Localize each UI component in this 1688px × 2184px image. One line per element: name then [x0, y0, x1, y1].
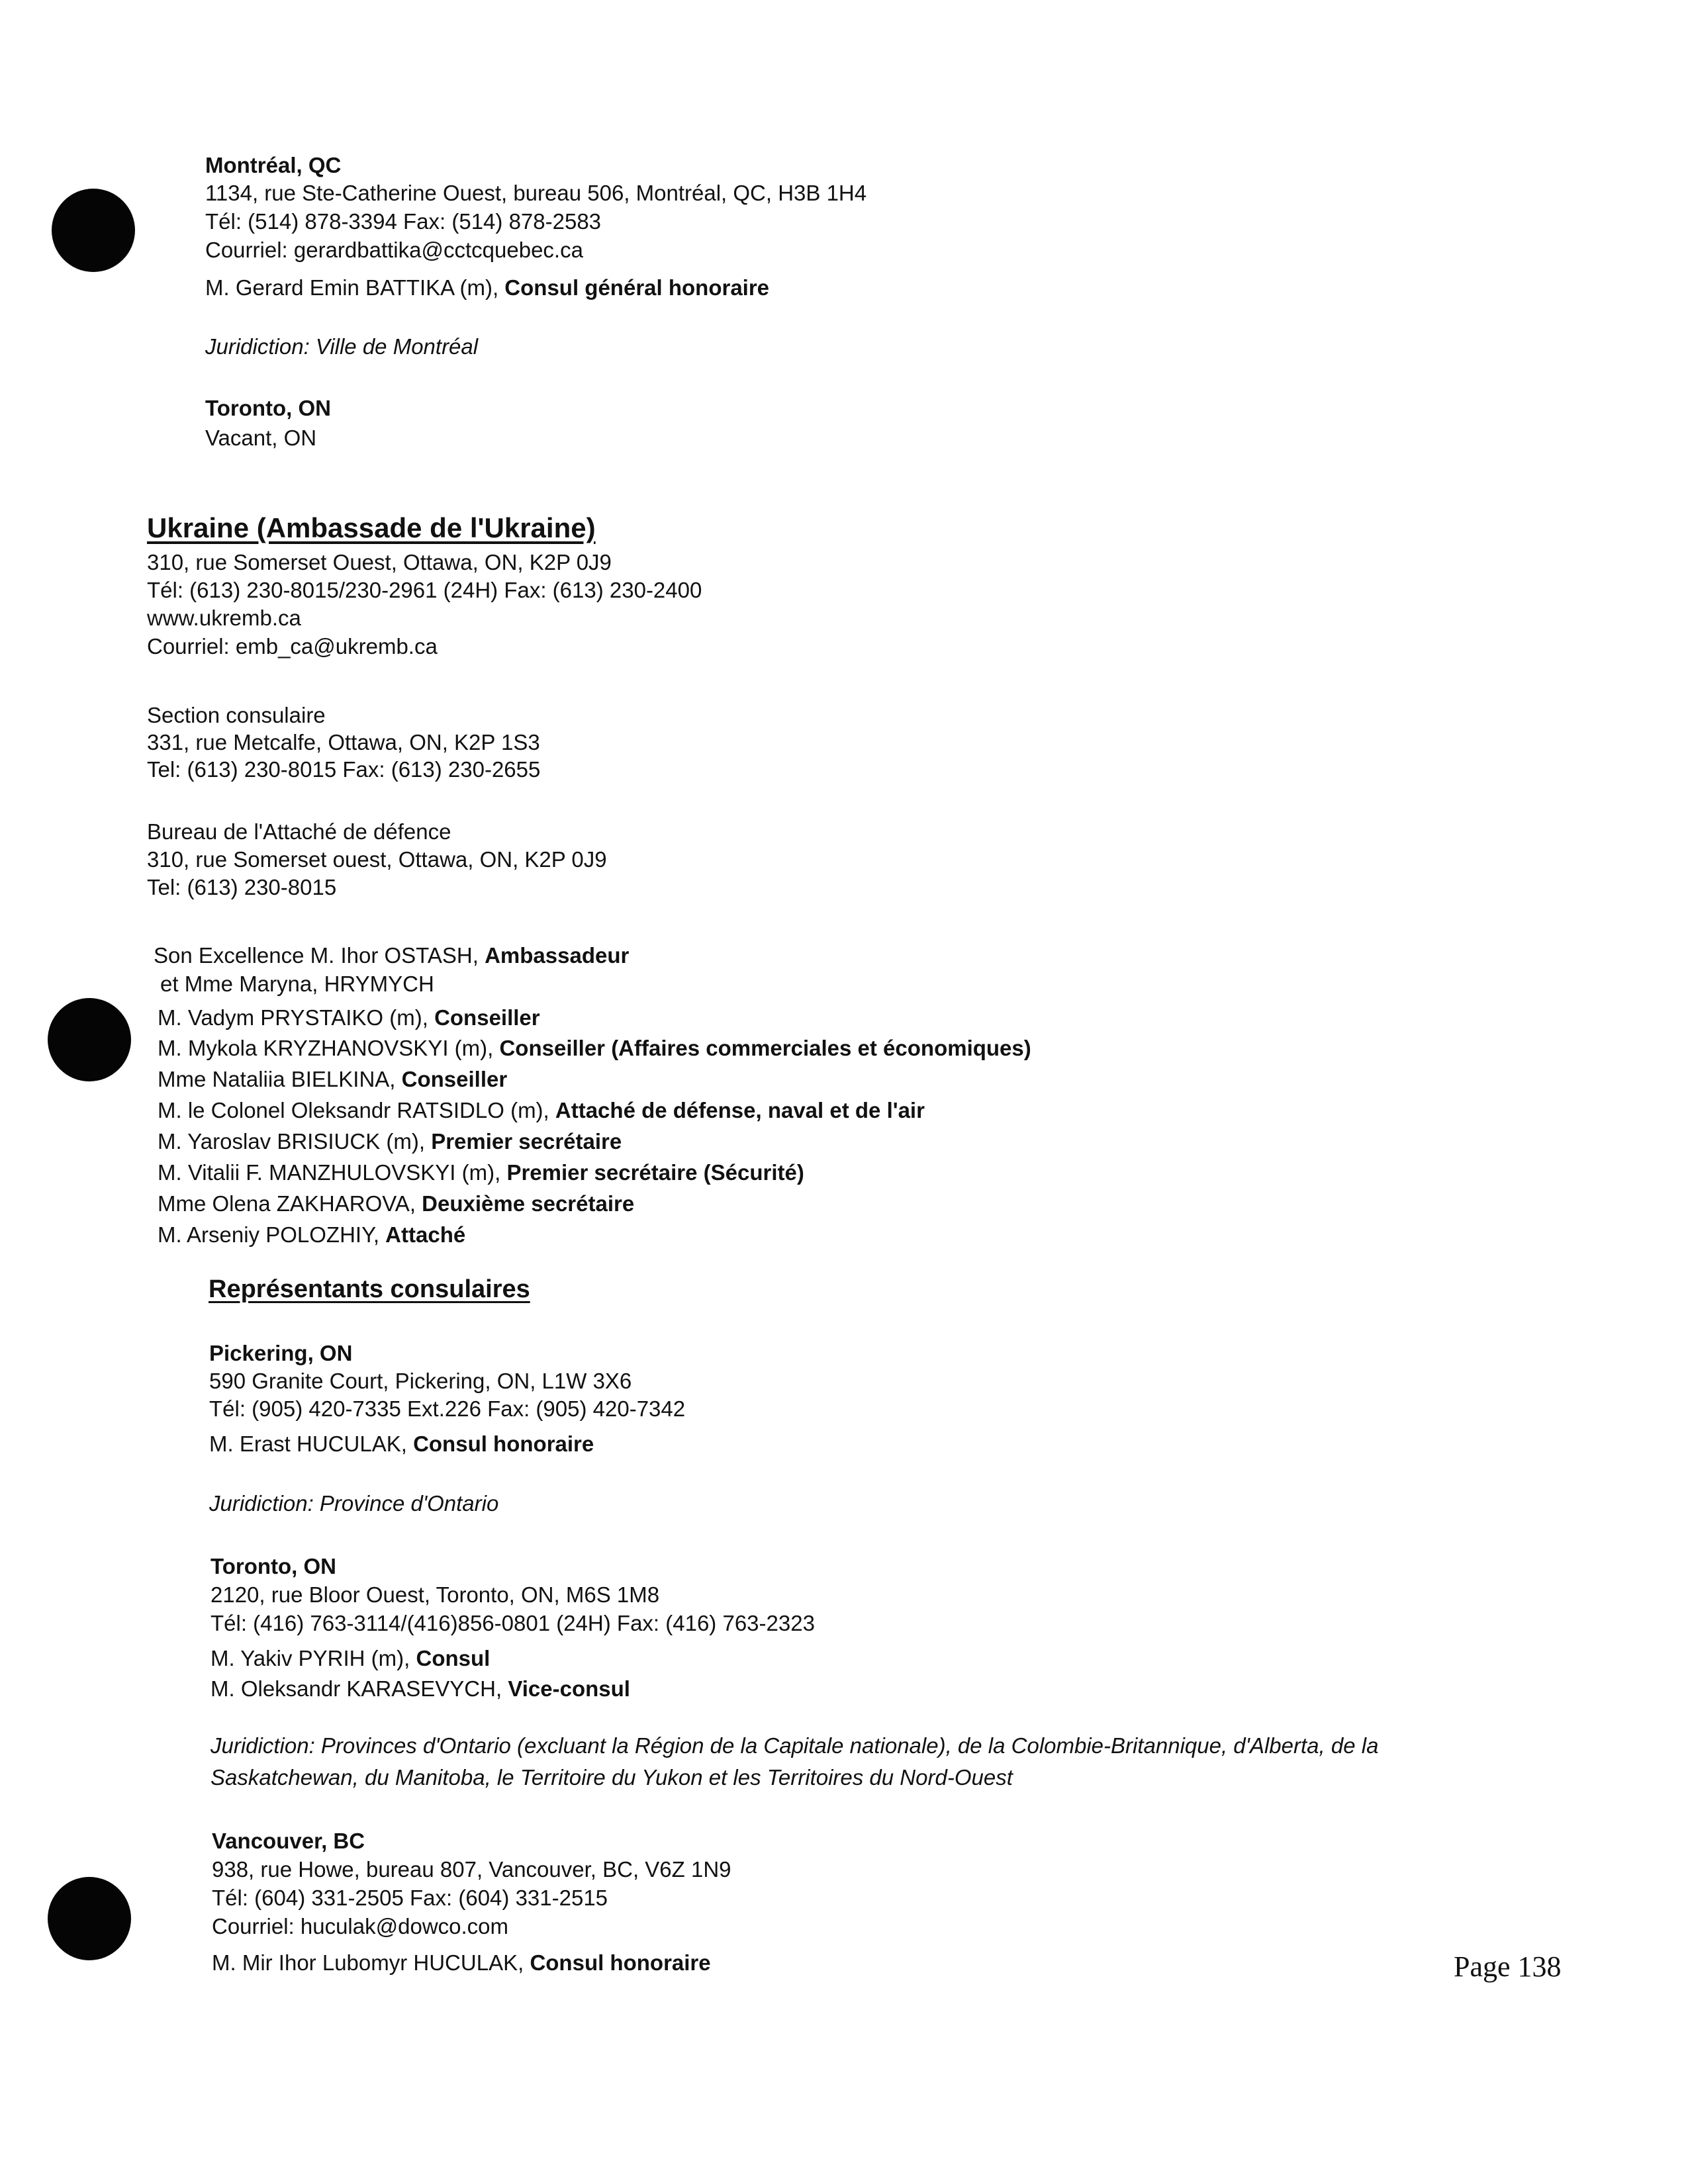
person-title: Consul honoraire — [530, 1950, 711, 1975]
montreal-city: Montréal, QC — [205, 153, 342, 177]
toronto-city: Toronto, ON — [211, 1554, 337, 1578]
section-heading-ukraine: Ukraine (Ambassade de l'Ukraine) — [147, 512, 596, 543]
vancouver-email: Courriel: huculak@dowco.com — [212, 1914, 509, 1938]
staff-name: M. Vitalii F. MANZHULOVSKYI (m), — [158, 1160, 507, 1185]
toronto-vacant-city: Toronto, ON — [205, 396, 332, 420]
staff-row — [158, 1220, 465, 1250]
consular-section-address: 331, rue Metcalfe, Ottawa, ON, K2P 1S3 — [147, 730, 540, 754]
punch-hole-bottom — [48, 1877, 131, 1960]
person-name: M. Gerard Emin BATTIKA (m), — [205, 275, 505, 300]
vancouver-phone: Tél: (604) 331-2505 Fax: (604) 331-2515 — [212, 1886, 608, 1910]
ambassador-name: Son Excellence M. Ihor OSTASH, — [154, 943, 485, 968]
staff-row — [158, 1189, 634, 1218]
pickering-consul — [209, 1430, 594, 1459]
person-name: M. Yakiv PYRIH (m), — [211, 1646, 416, 1670]
defence-office-phone: Tel: (613) 230-8015 — [147, 875, 337, 899]
ambassador-title: Ambassadeur — [485, 943, 630, 968]
consular-section-phone: Tel: (613) 230-8015 Fax: (613) 230-2655 — [147, 757, 541, 782]
person-title: Vice-consul — [508, 1676, 630, 1701]
pickering-phone: Tél: (905) 420-7335 Ext.226 Fax: (905) 420-7342 — [209, 1396, 686, 1421]
toronto-vacant-status: Vacant, ON — [205, 426, 317, 450]
staff-title: Conseiller — [401, 1067, 508, 1091]
staff-row — [158, 1003, 540, 1032]
staff-row — [158, 1065, 507, 1094]
person-name: M. Erast HUCULAK, — [209, 1432, 414, 1456]
toronto-address: 2120, rue Bloor Ouest, Toronto, ON, M6S 1M8 — [211, 1582, 660, 1607]
person-title: Consul général honoraire — [504, 275, 770, 300]
staff-name: M. Vadym PRYSTAIKO (m), — [158, 1005, 435, 1030]
page-number: Page 138 — [1454, 1950, 1562, 1983]
toronto-phone: Tél: (416) 763-3114/(416)856-0801 (24H) Fax: (416) 763-2323 — [211, 1611, 815, 1635]
embassy-email: Courriel: emb_ca@ukremb.ca — [147, 634, 438, 659]
staff-name: Mme Olena ZAKHAROVA, — [158, 1191, 422, 1216]
staff-row — [158, 1158, 804, 1187]
vancouver-city: Vancouver, BC — [212, 1829, 365, 1853]
montreal-phone: Tél: (514) 878-3394 Fax: (514) 878-2583 — [205, 209, 602, 234]
vancouver-address: 938, rue Howe, bureau 807, Vancouver, BC, V6Z 1N9 — [212, 1857, 731, 1882]
embassy-address: 310, rue Somerset Ouest, Ottawa, ON, K2P 0J9 — [147, 550, 612, 574]
consular-reps-heading: Représentants consulaires — [209, 1275, 530, 1303]
punch-hole-top — [52, 189, 135, 272]
staff-title: Attaché — [385, 1222, 466, 1247]
staff-name: Mme Nataliia BIELKINA, — [158, 1067, 402, 1091]
pickering-city: Pickering, ON — [209, 1341, 353, 1365]
toronto-consul — [211, 1644, 490, 1673]
pickering-address: 590 Granite Court, Pickering, ON, L1W 3X6 — [209, 1369, 632, 1393]
montreal-email: Courriel: gerardbattika@cctcquebec.ca — [205, 238, 583, 262]
embassy-phone: Tél: (613) 230-8015/230-2961 (24H) Fax: (613) 230-2400 — [147, 578, 702, 602]
staff-name: M. le Colonel Oleksandr RATSIDLO (m), — [158, 1098, 555, 1122]
person-name: M. Mir Ihor Lubomyr HUCULAK, — [212, 1950, 530, 1975]
staff-title: Conseiller (Affaires commerciales et économiques) — [499, 1036, 1031, 1060]
staff-name: M. Arseniy POLOZHIY, — [158, 1222, 386, 1247]
punch-hole-middle — [48, 998, 131, 1081]
staff-name: M. Mykola KRYZHANOVSKYI (m), — [158, 1036, 500, 1060]
staff-row — [158, 1034, 1031, 1063]
staff-title: Premier secrétaire — [431, 1129, 622, 1154]
ambassador-spouse: et Mme Maryna, HRYMYCH — [160, 972, 434, 996]
pickering-jurisdiction: Juridiction: Province d'Ontario — [209, 1491, 499, 1516]
staff-title: Conseiller — [434, 1005, 540, 1030]
toronto-jurisdiction: Juridiction: Provinces d'Ontario (excluant la Région de la Capitale nationale), de la Colombie-Britannique, d'Alberta, de la Saskatchewan, du Manitoba, le Territoire du Yukon et les Territoires du Nord-Ouest — [211, 1733, 1379, 1790]
staff-row — [158, 1127, 622, 1156]
staff-title: Deuxième secrétaire — [422, 1191, 635, 1216]
defence-office-address: 310, rue Somerset ouest, Ottawa, ON, K2P 0J9 — [147, 847, 607, 872]
montreal-jurisdiction: Juridiction: Ville de Montréal — [205, 334, 479, 359]
staff-title: Attaché de défense, naval et de l'air — [555, 1098, 925, 1122]
staff-row — [158, 1096, 925, 1125]
toronto-vice-consul — [211, 1674, 630, 1704]
staff-title: Premier secrétaire (Sécurité) — [506, 1160, 804, 1185]
vancouver-consul — [212, 1948, 711, 1978]
montreal-consul — [205, 273, 769, 302]
defence-office-title: Bureau de l'Attaché de défence — [147, 819, 451, 844]
person-title: Consul — [416, 1646, 491, 1670]
person-name: M. Oleksandr KARASEVYCH, — [211, 1676, 508, 1701]
ambassador — [154, 941, 629, 970]
embassy-website: www.ukremb.ca — [147, 606, 301, 630]
staff-name: M. Yaroslav BRISIUCK (m), — [158, 1129, 432, 1154]
person-title: Consul honoraire — [413, 1432, 594, 1456]
consular-section-title: Section consulaire — [147, 703, 326, 727]
montreal-address: 1134, rue Ste-Catherine Ouest, bureau 506, Montréal, QC, H3B 1H4 — [205, 181, 867, 205]
